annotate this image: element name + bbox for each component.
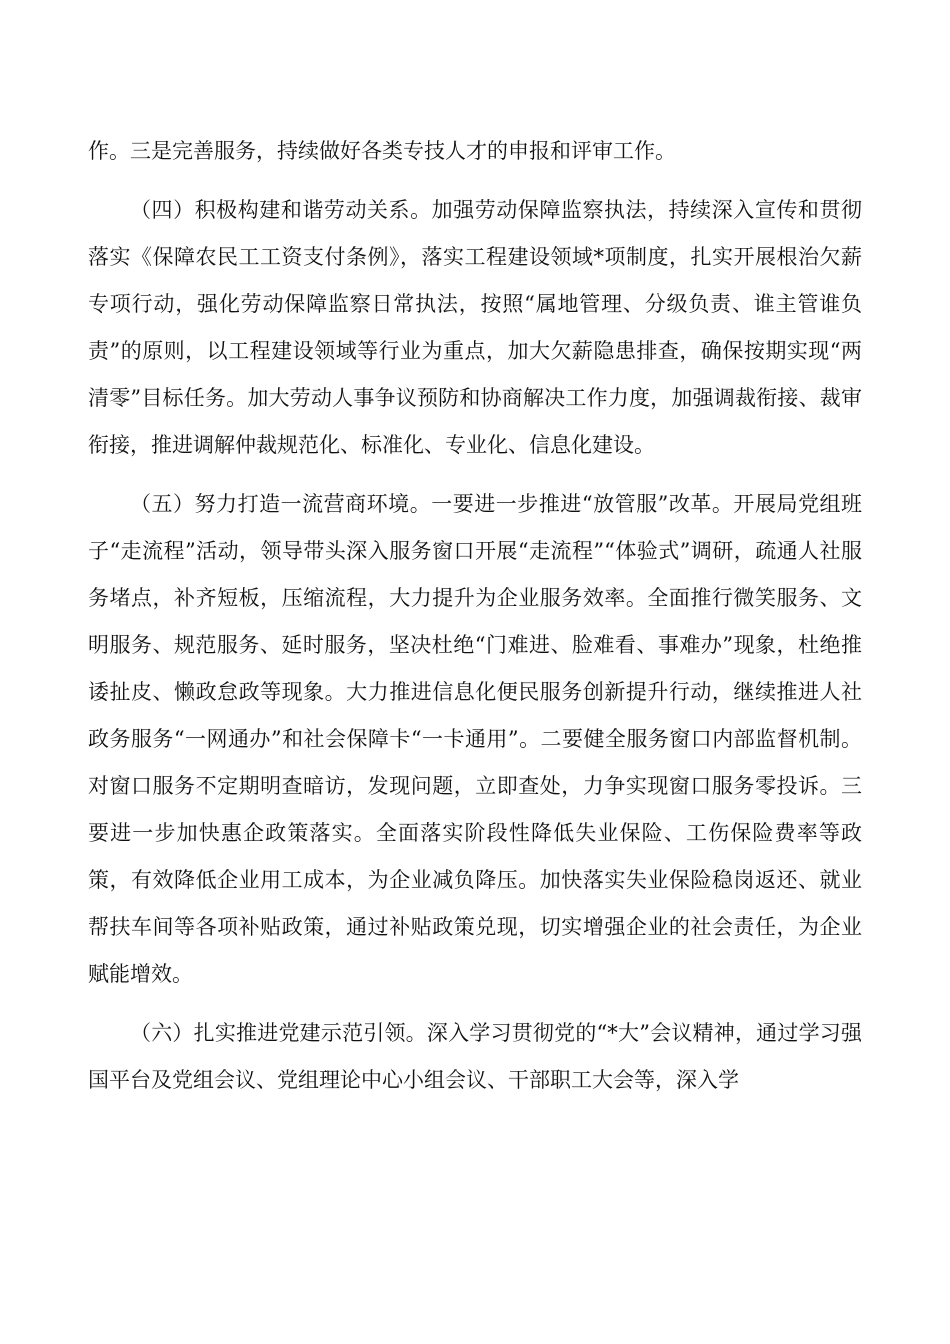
paragraph-section-5: （五）努力打造一流营商环境。一要进一步推进“放管服”改革。开展局党组班子“走流程”活动，领导带头深入服务窗口开展“走流程”“体验式”调研，疏通人社服务堵点，补齐短板，压缩流程，大力提升为企业服务效率。全面推行微笑服务、文明服务、规范服务、延时服务，坚决杜绝“门难进、脸难看、事难办”现象，杜绝推诿扯皮、懒政怠政等现象。大力推进信息化便民服务创新提升行动，继续推进人社政务服务“一网通办”和社会保障卡“一卡通用”。二要健全服务窗口内部监督机制。对窗口服务不定期明查暗访，发现问题，立即查处，力争实现窗口服务零投诉。三要进一步加快惠企政策落实。全面落实阶段性降低失业保险、工伤保险费率等政策，有效降低企业用工成本，为企业减负降压。加快落实失业保险稳岗返还、就业帮扶车间等各项补贴政策，通过补贴政策兑现，切实增强企业的社会责任，为企业赋能增效。 — [88, 492, 862, 986]
paragraph-section-6: （六）扎实推进党建示范引领。深入学习贯彻党的“*大”会议精神，通过学习强国平台及党组会议、党组理论中心小组会议、干部职工大会等，深入学 — [88, 1021, 862, 1092]
paragraph-section-4: （四）积极构建和谐劳动关系。加强劳动保障监察执法，持续深入宣传和贯彻落实《保障农民工工资支付条例》，落实工程建设领域*项制度，扎实开展根治欠薪专项行动，强化劳动保障监察日常执法，按照“属地管理、分级负责、谁主管谁负责”的原则，以工程建设领域等行业为重点，加大欠薪隐患排查，确保按期实现“两清零”目标任务。加大劳动人事争议预防和协商解决工作力度，加强调裁衔接、裁审衔接，推进调解仲裁规范化、标准化、专业化、信息化建设。 — [88, 198, 862, 457]
document-body — [88, 128, 862, 1104]
paragraph-continuation: 作。三是完善服务，持续做好各类专技人才的申报和评审工作。 — [88, 139, 676, 163]
